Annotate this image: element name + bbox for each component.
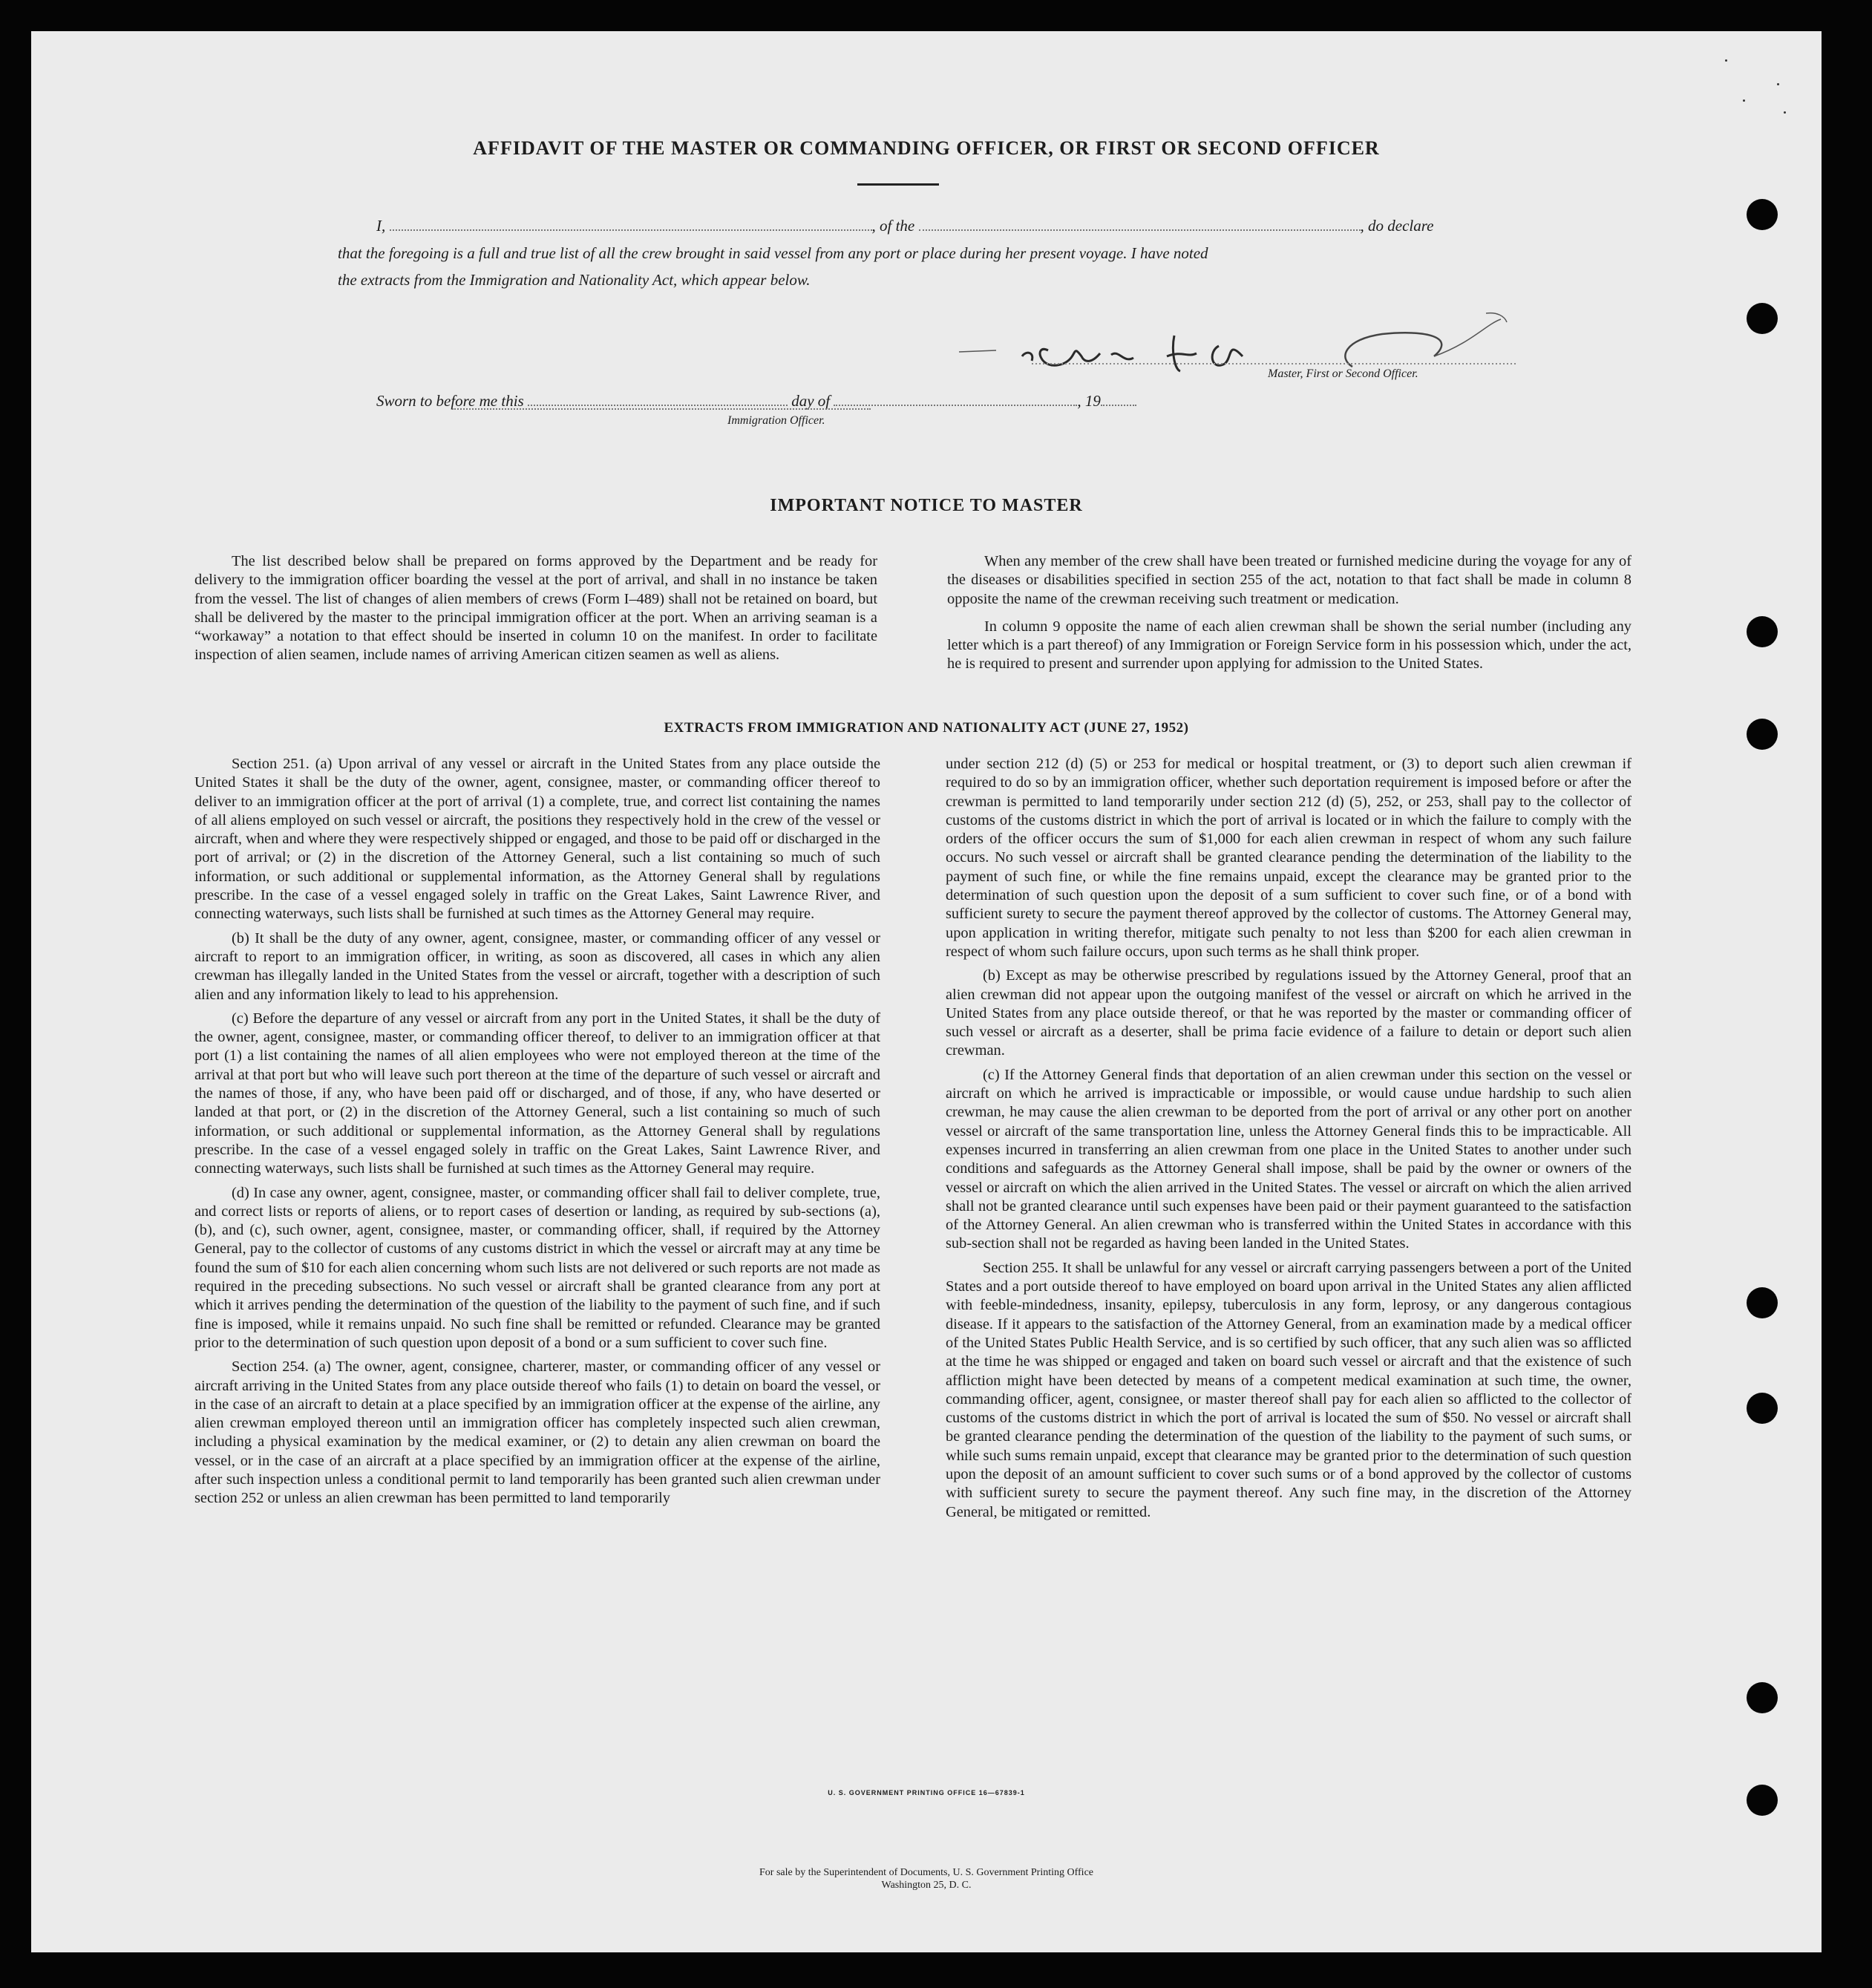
scan-speck [1743, 99, 1745, 102]
section-251-a: Section 251. (a) Upon arrival of any vessel or aircraft in the United States from any place outside the United States it shall be the duty of the owner, agent, consignee, master, or commanding officer thereof to deliver to an immigration officer at the port of arrival (1) a complete, true, and correct list containing the names of all aliens employed on such vessel or aircraft, the positions they respectively hold in the crew of the vessel or aircraft, when and where they were respectively shipped or engaged, and those to be paid off or discharged in the port of arrival; or (2) in the discretion of the Attorney General, such a list containing so much of such information, or such additional or supplemental information, as the Attorney General shall by regulations prescribe. In the case of a vessel engaged solely in traffic on the Great Lakes, Saint Lawrence River, and connecting waterways, such lists shall be furnished at such times as the Attorney General may require. [194, 756, 880, 923]
gpo-code: U. S. GOVERNMENT PRINTING OFFICE 16—67839-1 [828, 1789, 1025, 1796]
notice-right-column [947, 552, 1632, 674]
notice-title: IMPORTANT NOTICE TO MASTER [770, 496, 1083, 515]
section-254-b: (b) Except as may be otherwise prescribed by regulations issued by the Attorney General, proof that an alien crewman did not appear upon the outgoing manifest of the vessel or aircraft on which he arrived in the United States from any place outside thereof, or that he was reported by the master or commanding officer of such vessel or aircraft as a deserter, shall be prima facie evidence of a failure to detain or deport such alien crewman. [946, 967, 1632, 1059]
extracts-right-column [946, 755, 1632, 1522]
declaration-line-2: that the foregoing is a full and true list of all the crew brought in said vessel from any port or place during her present voyage. I have noted [338, 244, 1208, 262]
binder-hole [1747, 616, 1778, 647]
extracts-left-column [194, 755, 880, 1508]
immigration-officer-caption: Immigration Officer. [727, 414, 825, 427]
immigration-officer-signature-blank[interactable] [452, 408, 871, 410]
sale-line-1: For sale by the Superintendent of Documents, U. S. Government Printing Office [759, 1867, 1093, 1878]
document-page [31, 31, 1822, 1952]
binder-hole [1747, 1287, 1778, 1318]
of-the-label: , of the [871, 217, 915, 235]
section-254-a-continued: under section 212 (d) (5) or 253 for medical or hospital treatment, or (3) to deport such alien crewman if required to do so by an immigration officer, whether such deportation requirement is imposed before or after the crewman is permitted to land temporarily under section 212 (d) (5), 252, or 253, shall pay to the collector of customs of the customs district in which the port of arrival is located or in which the failure to comply with the orders of the officer occurs the sum of $1,000 for each alien crewman in respect of whom any such failure occurs. No such vessel or aircraft shall be granted clearance pending the determination of the liability to the payment of such fine, or while the fine remains unpaid, except the clearance may be granted prior to the determination of such question upon the deposit of a sum sufficient to cover such fine, or of a bond with sufficient surety to secure the payment thereof approved by the collector of customs. The Attorney General may, upon application in writing therefor, mitigate such penalty to not less than $200 for each alien crewman in respect of whom such failure occurs, upon such terms as he shall think proper. [946, 756, 1632, 960]
scan-speck [1777, 83, 1779, 85]
sworn-label: Sworn to before me this [376, 392, 524, 410]
sale-line-2: Washington 25, D. C. [881, 1880, 972, 1891]
notice-paragraph: The list described below shall be prepared on forms approved by the Department and be ready for delivery to the immigration officer boarding the vessel at the port of arrival, and shall in no instance be taken from the vessel. The list of changes of alien members of crews (Form I–489) shall not be retained on board, but shall be delivered by the master to the principal immigration officer at the port. When an arriving seaman is a “workaway” a notation to that effect should be inserted in column 10 on the manifest. In order to facilitate inspection of alien seamen, include names of arriving American citizen seamen as well as aliens. [194, 553, 877, 664]
i-label: I, [376, 217, 386, 235]
signature-caption: Master, First or Second Officer. [1268, 367, 1418, 380]
do-declare-label: , do declare [1360, 217, 1434, 235]
section-251-b: (b) It shall be the duty of any owner, agent, consignee, master, or commanding officer of any vessel or aircraft to report to an immigration officer, in writing, as soon as discovered, all cases in which any alien crewman has illegally landed in the United States from the vessel or aircraft, together with a description of such alien and any information likely to lead to his apprehension. [194, 929, 880, 1003]
binder-hole [1747, 1393, 1778, 1424]
notice-paragraph: When any member of the crew shall have been treated or furnished medicine during the voyage for any of the diseases or disabilities specified in section 255 of the act, notation to that fact shall be made in column 8 opposite the name of the crewman receiving such treatment or medication. [947, 553, 1632, 607]
signature [952, 298, 1516, 384]
extracts-title: EXTRACTS FROM IMMIGRATION AND NATIONALITY ACT (JUNE 27, 1952) [664, 720, 1189, 736]
vessel-blank[interactable] [919, 218, 1361, 231]
notice-paragraph: In column 9 opposite the name of each alien crewman shall be shown the serial number (including any letter which is a part thereof) of any Immigration or Foreign Service form in his possession which, under the act, he is required to present and surrender upon applying for admission to the United States. [947, 618, 1632, 673]
affidavit-title: AFFIDAVIT OF THE MASTER OR COMMANDING OFFICER, OR FIRST OR SECOND OFFICER [473, 137, 1380, 159]
sworn-day-blank[interactable] [528, 393, 788, 406]
binder-hole [1747, 199, 1778, 230]
day-of-label: day of [791, 392, 831, 410]
scan-speck [1784, 111, 1786, 114]
declaration-line [376, 217, 1433, 235]
binder-hole [1747, 303, 1778, 334]
scan-speck [1725, 59, 1727, 62]
section-251-c: (c) Before the departure of any vessel or aircraft from any port in the United States, it shall be the duty of the owner, agent, consignee, master, or commanding officer thereof, to deliver to an immigration officer at that port (1) a list containing the names of all alien employees who were not employed thereon at the time of the arrival at that port but who will leave such port thereon at the time of the departure of such vessel or aircraft and the names of those, if any, who have been paid off or discharged, and of those, if any, who have deserted or landed at that port, or (2) in the discretion of the Attorney General, such a list containing so much of such information, or such additional or supplemental information, as the Attorney General shall by regulations prescribe. In the case of a vessel engaged solely in traffic on the Great Lakes, Saint Lawrence River, and connecting waterways, such lists shall be furnished at such times as the Attorney General may require. [194, 1010, 880, 1177]
section-251-d: (d) In case any owner, agent, consignee, master, or commanding officer shall fail to deliver complete, true, and correct lists or reports of aliens, or to report cases of desertion or landing, as required by sub-sections (a), (b), and (c), such owner, agent, consignee, master, or commanding officer, shall, if required by the Attorney General, pay to the collector of customs of any customs district in which the vessel or aircraft may at any time be found the sum of $10 for each alien concerning whom such lists are not delivered or such reports are not made as required in the preceding subsections. No such vessel or aircraft shall be granted clearance from any port at which it arrives pending the determination of the question of the liability to the payment of such fine, and if such fine is imposed, while it remains unpaid. No such fine shall be remitted or refunded. Clearance may be granted prior to the determination of such question upon deposit of a bond or a sum sufficient to cover such fine. [194, 1184, 880, 1351]
declaration-line-3: the extracts from the Immigration and Nationality Act, which appear below. [338, 271, 811, 289]
name-blank[interactable] [390, 218, 872, 231]
section-254-a: Section 254. (a) The owner, agent, consignee, charterer, master, or commanding officer of any vessel or aircraft arriving in the United States from any place outside thereof who fails (1) to detain on board the vessel, or in the case of an aircraft to detain at a place specified by an immigration officer at the expense of the airline, any alien crewman employed thereon until an immigration officer has completely inspected such alien crewman, including a physical examination by the medical examiner, or (2) to detain any alien crewman on board the vessel, or in the case of an aircraft at a place specified by an immigration officer at the expense of the airline, after such inspection unless a conditional permit to land temporarily has been granted such alien crewman under section 252 or unless an alien crewman has been permitted to land temporarily [194, 1358, 880, 1507]
section-255: Section 255. It shall be unlawful for any vessel or aircraft carrying passengers between a port of the United States and a port outside thereof to have employed on board upon arrival in the United States any alien afflicted with feeble-mindedness, insanity, epilepsy, tuberculosis in any form, leprosy, or any dangerous contagious disease. If it appears to the satisfaction of the Attorney General, from an examination made by a medical officer of the United States Public Health Service, and is so certified by such officer, that any such alien was so afflicted at the time he was shipped or engaged and taken on board such vessel or aircraft and that the existence of such affliction might have been detected by means of a competent medical examination at such time, the owner, commanding officer, agent, consignee, or master thereof shall pay for each alien so afflicted to the collector of customs of the customs district in which the port of arrival is located the sum of $50. No vessel or aircraft shall be granted clearance pending the determination of the question of the liability to the payment of such sums, or while such sums remain unpaid, except that clearance may be granted prior to the determination of such question upon the deposit of an amount sufficient to cover such sums or of a bond approved by the collector of customs with sufficient surety to secure the payment thereof. Any such fine may, in the discretion of the Attorney General, be mitigated or remitted. [946, 1259, 1632, 1520]
section-254-c: (c) If the Attorney General finds that deportation of an alien crewman under this section on the vessel or aircraft on which he arrived is impracticable or impossible, or would cause undue hardship to such alien crewman, he may cause the alien crewman to be deported from the port of arrival or any other port on another vessel or aircraft of the same transportation line, unless the Attorney General finds this to be impracticable. All expenses incurred in transferring an alien crewman from one place in the United States to another under such conditions and safeguards as the Attorney General shall impose, shall be paid by the owner or owners of the vessel or aircraft on which the alien arrived in the United States. The vessel or aircraft on which the alien arrived shall not be granted clearance until such expenses have been paid or their payment guaranteed to the satisfaction of the Attorney General. An alien crewman who is transferred within the United States in accordance with this sub-section shall not be regarded as having been landed in the United States. [946, 1066, 1632, 1252]
sale-notice [31, 1866, 1822, 1891]
year-label: , 19 [1077, 392, 1101, 410]
sworn-year-blank[interactable] [1101, 393, 1136, 406]
binder-hole [1747, 1682, 1778, 1713]
notice-left-column [194, 552, 877, 665]
sworn-month-blank[interactable] [834, 393, 1077, 406]
title-rule [857, 183, 939, 186]
